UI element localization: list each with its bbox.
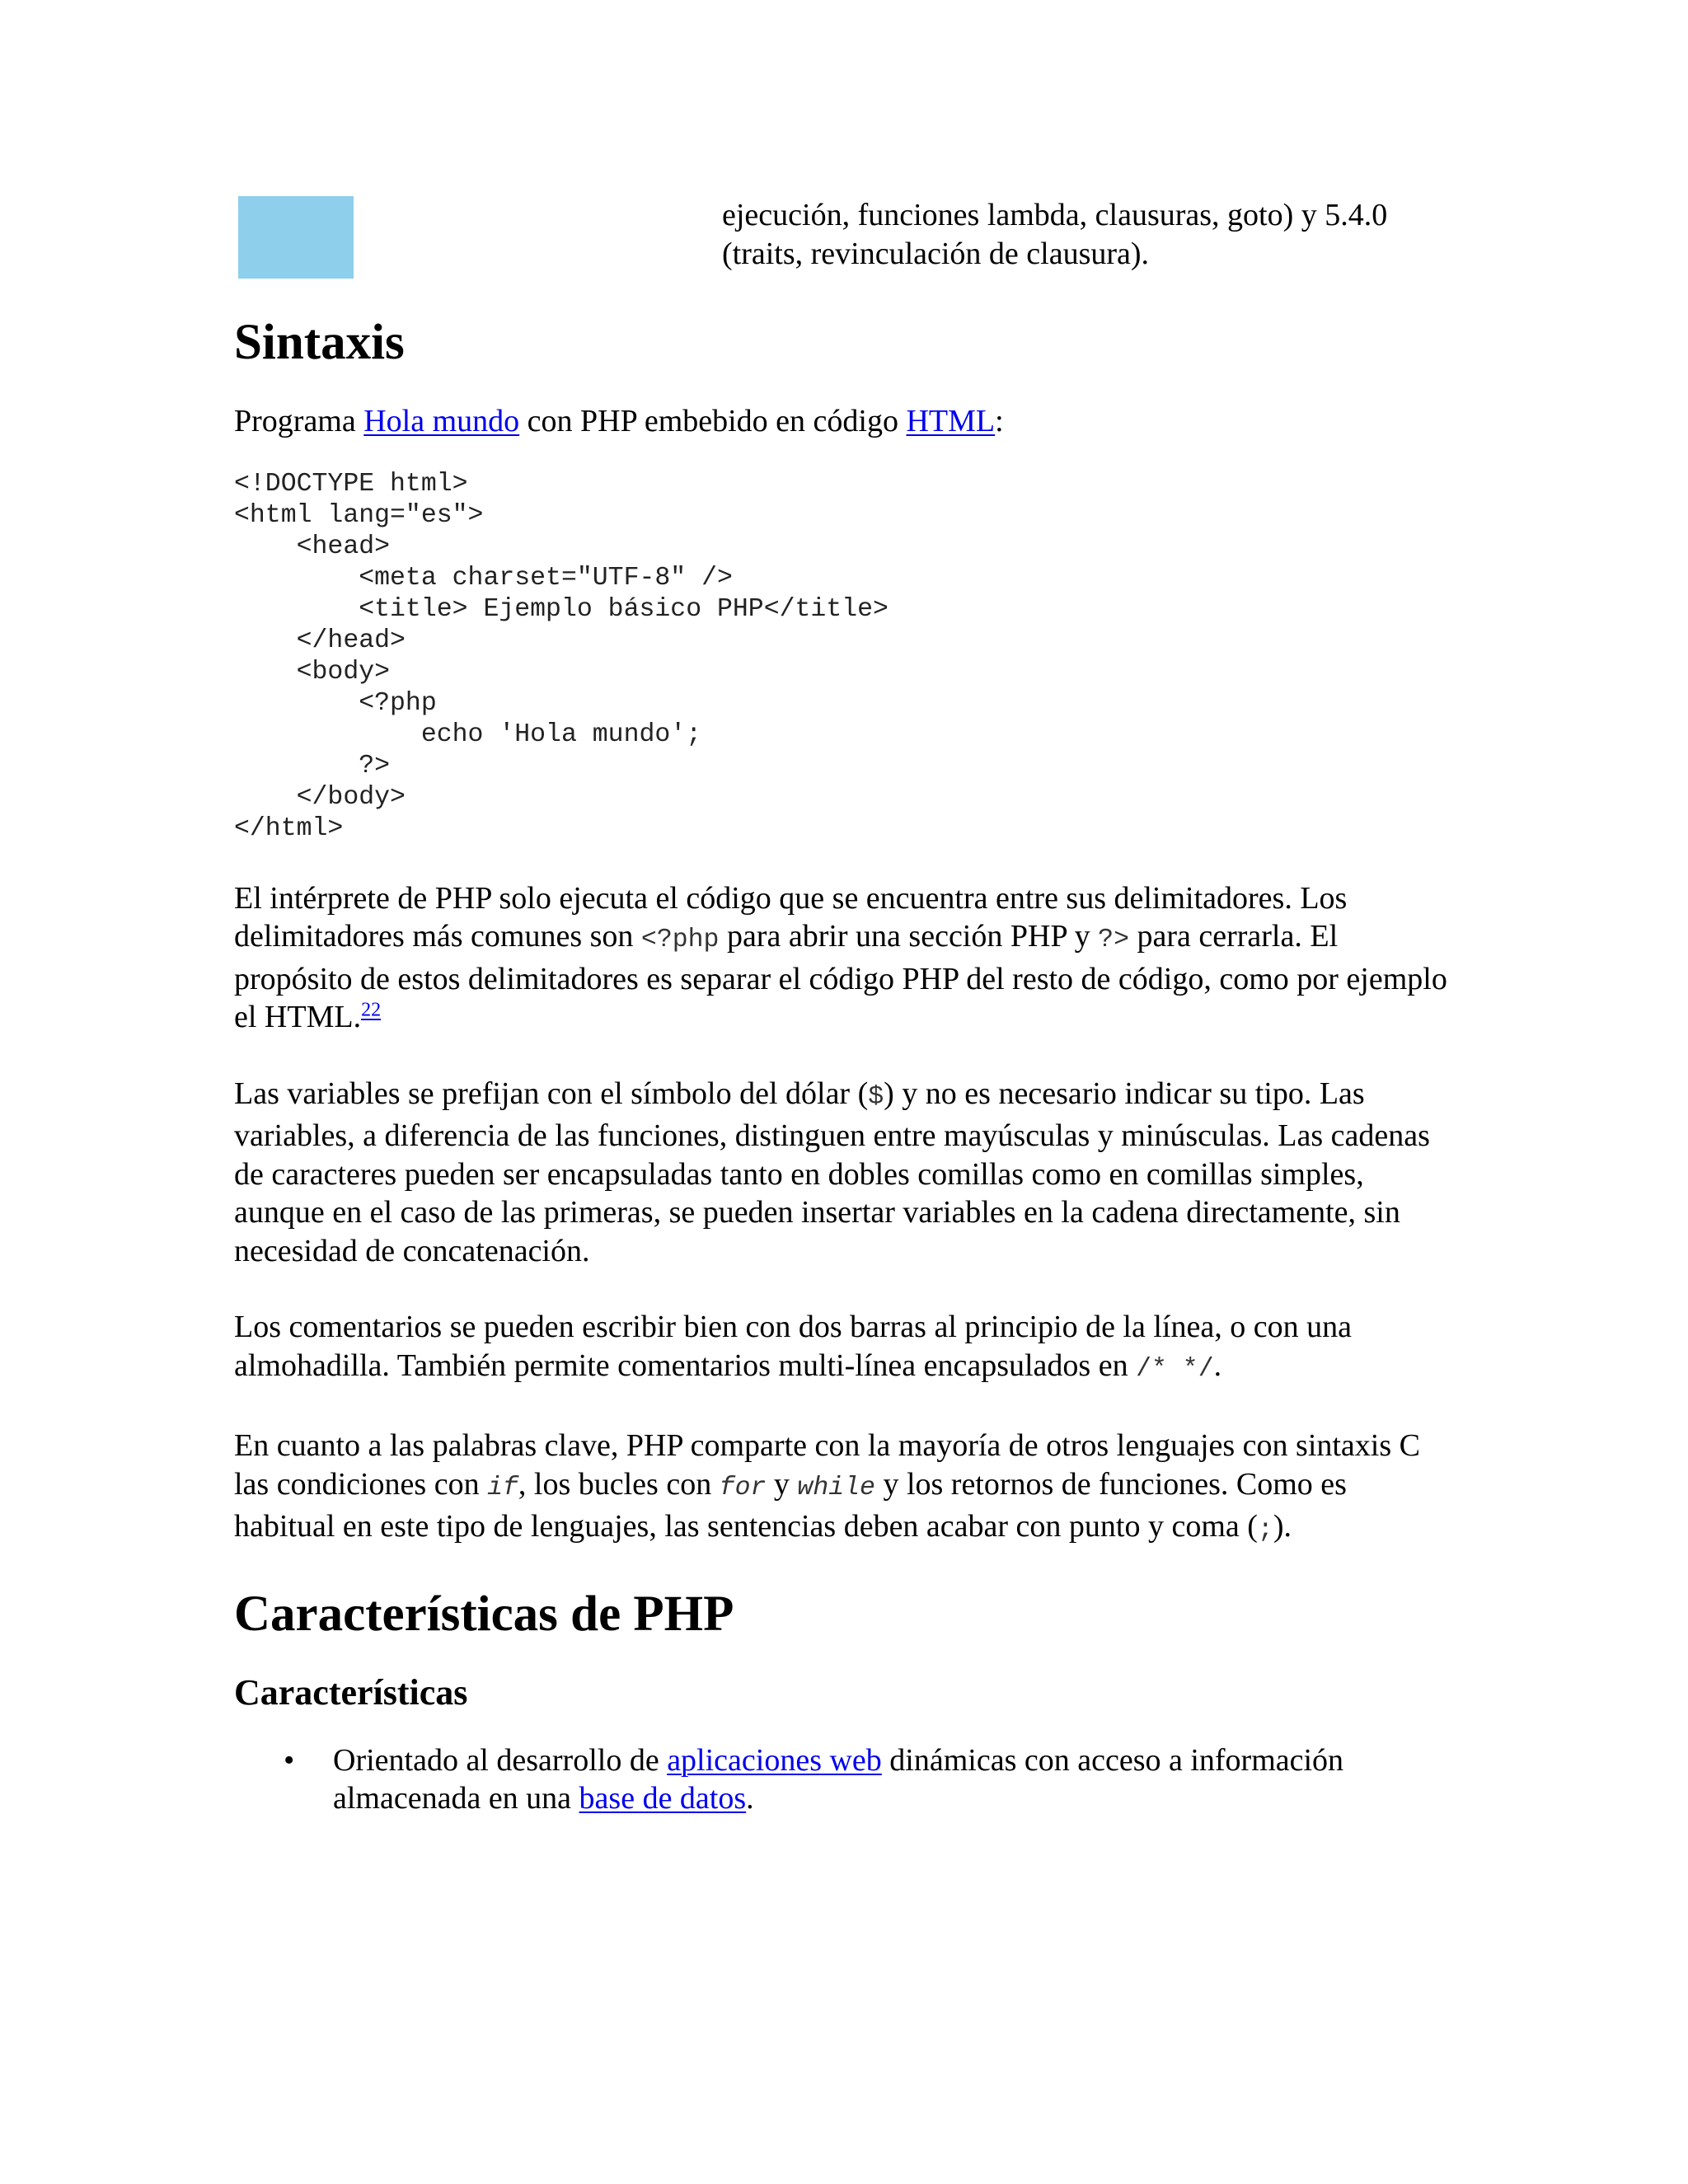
inline-code-dollar: $ [868, 1082, 884, 1112]
features-list [234, 1741, 1454, 1818]
paragraph-palabras-clave: En cuanto a las palabras clave, PHP comparte con la mayoría de otros lenguajes con sintaxis C las condiciones con if, los bucles con for y while y los retornos de funciones. Como es habitual en este tipo de lenguajes, las sentencias deben acabar con punto y coma (;). [234, 1428, 1420, 1544]
inline-code-open: <?php [640, 926, 720, 954]
link-base-de-datos[interactable]: base de datos [579, 1781, 747, 1816]
inline-code-comment: /* */ [1136, 1354, 1214, 1384]
paragraph-comentarios: Los comentarios se pueden escribir bien con dos barras al principio de la línea, o con una almohadilla. También permite comentarios multi-línea encapsulados en /* */. [234, 1310, 1352, 1384]
paragraph-delimitadores: El intérprete de PHP solo ejecuta el código que se encuentra entre sus delimitadores. Los delimitadores más comunes son <?php para abrir una sección PHP y ?> para cerrarla. El propósito de estos delimitadores es separar el código PHP del resto de código, como por ejemplo el HTML.$^{22}$ [234, 880, 1447, 1034]
code-block-hola-mundo: <!DOCTYPE html> <html lang="es"> <head> <meta charset="UTF-8" /> <title> Ejemplo básico PHP</title> </head> <body> <?php echo 'Hola mundo'; ?> </body> </html> [234, 469, 889, 843]
inline-code-semicolon: ; [1257, 1516, 1273, 1544]
footnote-ref-22[interactable]: 22 [361, 999, 382, 1021]
intro-text: : [995, 404, 1004, 438]
intro-text: con PHP embebido en código [519, 404, 907, 438]
list-item: • Orientado al desarrollo de aplicaciones web dinámicas con acceso a información almacenada en una base de datos. [284, 1742, 1344, 1816]
paragraph-variables: Las variables se prefijan con el símbolo del dólar ($) y no es necesario indicar su tipo. Las variables, a diferencia de las funciones, distinguen entre mayúsculas y minúsculas. Las cadenas de caracteres pueden ser encapsuladas tanto en dobles comillas como en comillas simples, aunque en el caso de las primeras, se pueden insertar variables en la cadena directamente, sin necesidad de concatenación. [234, 1076, 1430, 1268]
table-cell-text: ejecución, funciones lambda, clausuras, goto) y 5.4.0 (traits, revinculación de clausura). [722, 198, 1388, 271]
intro-text: Programa [234, 404, 364, 438]
subheading-caracteristicas: Características [234, 1671, 468, 1713]
bullet-icon: • [284, 1742, 295, 1778]
heading-caracteristicas-php: Características de PHP [234, 1586, 734, 1642]
inline-code-for: for [719, 1473, 767, 1502]
inline-code-if: if [487, 1473, 518, 1502]
heading-sintaxis: Sintaxis [234, 315, 405, 370]
table-color-swatch [238, 196, 354, 279]
inline-code-while: while [797, 1473, 875, 1502]
sintaxis-intro [234, 402, 1454, 441]
link-html[interactable]: HTML [906, 404, 996, 438]
link-aplicaciones-web[interactable]: aplicaciones web [667, 1742, 882, 1778]
inline-code-close: ?> [1098, 926, 1129, 954]
link-hola-mundo[interactable]: Hola mundo [363, 404, 520, 438]
main-content [234, 313, 1454, 1818]
